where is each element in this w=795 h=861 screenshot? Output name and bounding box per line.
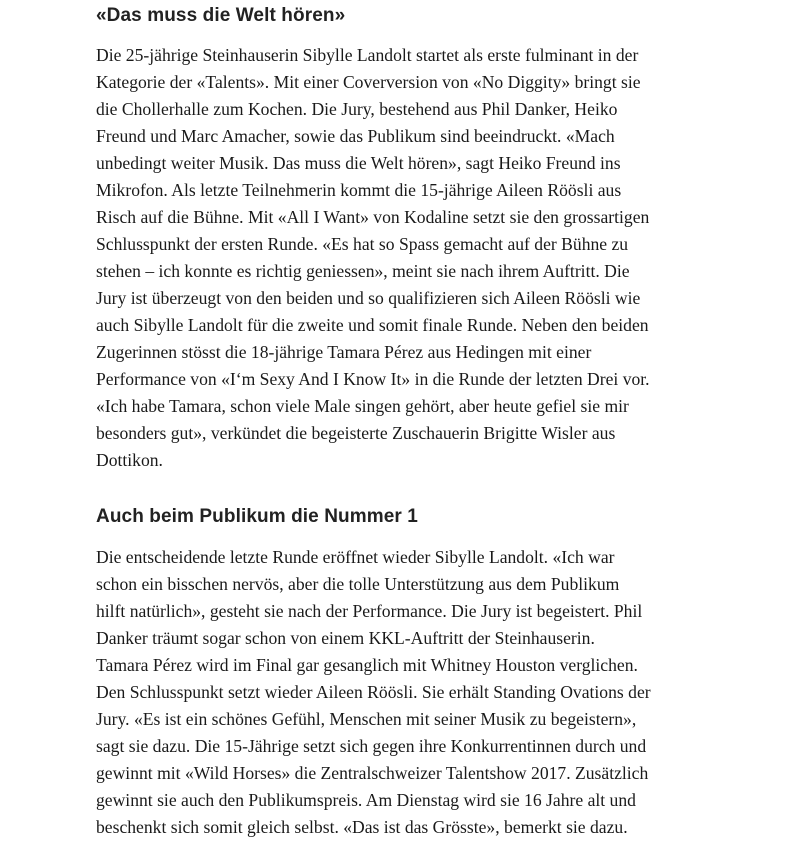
section-heading-publikum: Auch beim Publikum die Nummer 1 (96, 506, 418, 527)
paragraph-line: sagt sie dazu. Die 15-Jährige setzt sich gegen ihre Konkurrentinnen durch und (96, 736, 647, 756)
paragraph-line: Dottikon. (96, 450, 163, 470)
section-heading-welt-hoeren: «Das muss die Welt hören» (96, 5, 346, 26)
paragraph-line: Die entscheidende letzte Runde eröffnet wieder Sibylle Landolt. «Ich war (96, 547, 615, 567)
paragraph-line: Jury. «Es ist ein schönes Gefühl, Menschen mit seiner Musik zu begeistern», (96, 709, 637, 729)
paragraph-line: Die 25-jährige Steinhauserin Sibylle Landolt startet als erste fulminant in der (96, 45, 639, 65)
paragraph-line: gewinnt sie auch den Publikumspreis. Am Dienstag wird sie 16 Jahre alt und (96, 790, 636, 810)
paragraph-line: hilft natürlich», gesteht sie nach der Performance. Die Jury ist begeistert. Phil (96, 601, 643, 621)
paragraph-line: Den Schlusspunkt setzt wieder Aileen Röösli. Sie erhält Standing Ovations der (96, 682, 651, 702)
article (96, 0, 736, 841)
paragraph-line: besonders gut», verkündet die begeisterte Zuschauerin Brigitte Wisler aus (96, 423, 616, 443)
paragraph-final-round (96, 544, 736, 841)
paragraph-line: stehen – ich konnte es richtig geniessen», meint sie nach ihrem Auftritt. Die (96, 261, 630, 281)
paragraph-line: Kategorie der «Talents». Mit einer Coverversion von «No Diggity» bringt sie (96, 72, 641, 92)
paragraph-line: Mikrofon. Als letzte Teilnehmerin kommt die 15-jährige Aileen Röösli aus (96, 180, 622, 200)
paragraph-line: Danker träumt sogar schon von einem KKL-Auftritt der Steinhauserin. (96, 628, 595, 648)
paragraph-line: «Ich habe Tamara, schon viele Male singen gehört, aber heute gefiel sie mir (96, 396, 629, 416)
paragraph-line: Freund und Marc Amacher, sowie das Publikum sind beeindruckt. «Mach (96, 126, 615, 146)
paragraph-first-round (96, 42, 736, 474)
paragraph-line: unbedingt weiter Musik. Das muss die Welt hören», sagt Heiko Freund ins (96, 153, 621, 173)
paragraph-line: Jury ist überzeugt von den beiden und so qualifizieren sich Aileen Röösli wie (96, 288, 641, 308)
paragraph-line: schon ein bisschen nervös, aber die tolle Unterstützung aus dem Publikum (96, 574, 620, 594)
paragraph-line: die Chollerhalle zum Kochen. Die Jury, bestehend aus Phil Danker, Heiko (96, 99, 618, 119)
paragraph-line: gewinnt mit «Wild Horses» die Zentralschweizer Talentshow 2017. Zusätzlich (96, 763, 649, 783)
paragraph-line: beschenkt sich somit gleich selbst. «Das ist das Grösste», bemerkt sie dazu. (96, 817, 628, 837)
paragraph-line: Zugerinnen stösst die 18-jährige Tamara Pérez aus Hedingen mit einer (96, 342, 592, 362)
paragraph-line: Risch auf die Bühne. Mit «All I Want» von Kodaline setzt sie den grossartigen (96, 207, 650, 227)
paragraph-line: auch Sibylle Landolt für die zweite und somit finale Runde. Neben den beiden (96, 315, 649, 335)
paragraph-line: Performance von «I‘m Sexy And I Know It» in die Runde der letzten Drei vor. (96, 369, 650, 389)
paragraph-line: Schlusspunkt der ersten Runde. «Es hat so Spass gemacht auf der Bühne zu (96, 234, 629, 254)
paragraph-line: Tamara Pérez wird im Final gar gesanglich mit Whitney Houston verglichen. (96, 655, 638, 675)
